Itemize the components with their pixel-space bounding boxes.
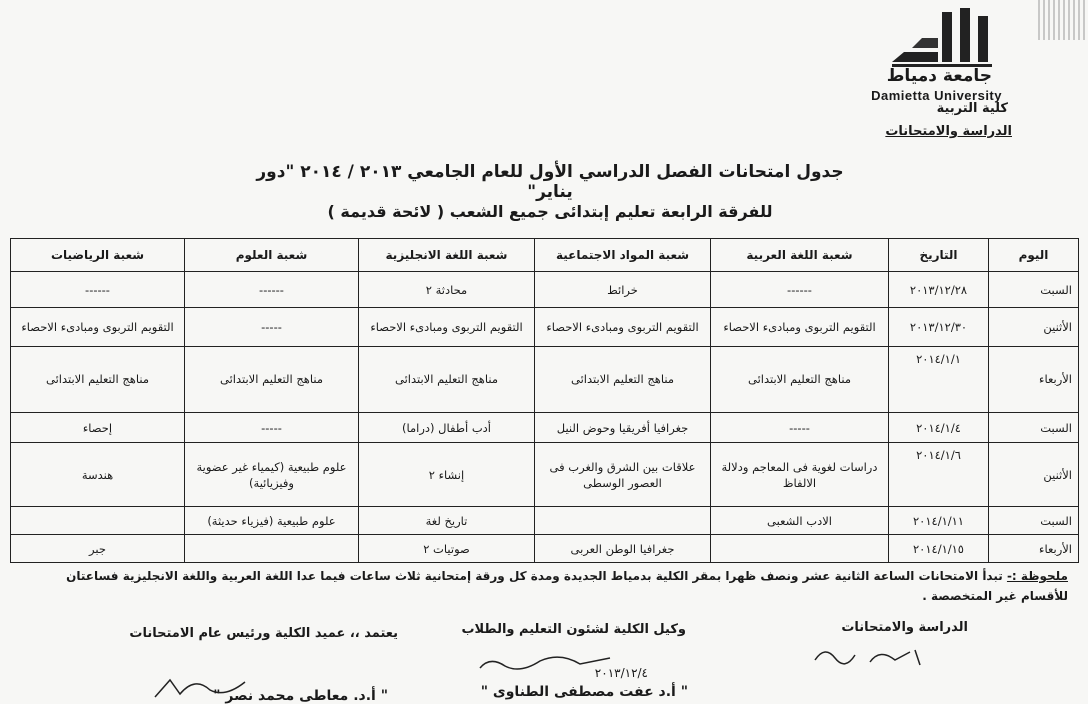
vice-dean-signature-icon	[470, 646, 620, 676]
university-logo	[862, 8, 1032, 103]
header-date: التاريخ	[889, 239, 989, 272]
cell-date: ٢٠١٤/١/١٥	[889, 535, 989, 563]
header-social: شعبة المواد الاجتماعية	[535, 239, 711, 272]
table-row	[11, 308, 1079, 347]
exam-schedule-table	[10, 238, 1079, 563]
cell-social	[535, 507, 711, 535]
vice-dean-name: " أ.د عفت مصطفى الطناوى "	[480, 684, 688, 700]
cell-date: ٢٠١٤/١/٦	[889, 443, 989, 507]
dean-signature-icon	[150, 672, 260, 702]
faculty-name: كلية التربية	[936, 101, 1008, 116]
cell-math: إحصاء	[11, 413, 185, 443]
cell-arabic: مناهج التعليم الابتدائى	[711, 346, 889, 412]
cell-date: ٢٠١٤/١/٤	[889, 413, 989, 443]
vice-dean-title: وكيل الكلية لشئون التعليم والطلاب	[461, 622, 686, 637]
header-science: شعبة العلوم	[185, 239, 359, 272]
cell-english: تاريخ لغة	[359, 507, 535, 535]
signature-date-stamp: ٢٠١٣/١٢/٤	[594, 666, 648, 680]
cell-science: -----	[185, 308, 359, 347]
cell-arabic: ------	[711, 272, 889, 308]
cell-social: جغرافيا أفريقيا وحوض النيل	[535, 413, 711, 443]
table-row	[11, 507, 1079, 535]
cell-math	[11, 507, 185, 535]
cell-arabic: -----	[711, 413, 889, 443]
exam-note	[20, 566, 1068, 606]
table-header-row	[11, 239, 1079, 272]
page-subtitle: للفرقة الرابعة تعليم إبتدائى جميع الشعب ( لائحة قديمة )	[327, 202, 773, 221]
page-title: جدول امتحانات الفصل الدراسي الأول للعام الجامعي ٢٠١٣ / ٢٠١٤ "دور يناير"	[256, 162, 844, 202]
cell-day: السبت	[989, 413, 1079, 443]
exams-office-title: الدراسة والامتحانات	[841, 620, 968, 635]
department-name: الدراسة والامتحانات	[885, 124, 1012, 139]
cell-science: علوم طبيعية (كيمياء غير عضوية وفيزيائية)	[185, 443, 359, 507]
cell-date: ٢٠١٤/١/١١	[889, 507, 989, 535]
cell-day: الأربعاء	[989, 535, 1079, 563]
cell-arabic: التقويم التربوى ومبادىء الاحصاء	[711, 308, 889, 347]
header-arabic: شعبة اللغة العربية	[711, 239, 889, 272]
cell-arabic: دراسات لغوية فى المعاجم ودلالة الالفاظ	[711, 443, 889, 507]
cell-english: محادثة ٢	[359, 272, 535, 308]
cell-english: التقويم التربوى ومبادىء الاحصاء	[359, 308, 535, 347]
dean-name: " أ.د. معاطى محمد نصر "	[213, 688, 388, 704]
table-row	[11, 443, 1079, 507]
cell-social: جغرافيا الوطن العربى	[535, 535, 711, 563]
cell-arabic: الادب الشعبى	[711, 507, 889, 535]
cell-day: الأثنين	[989, 443, 1079, 507]
cell-english: صوتيات ٢	[359, 535, 535, 563]
note-text: تبدأ الامتحانات الساعة الثانية عشر ونصف ظهرا بمقر الكلية بدمياط الجديدة ومدة كل ورقة إمتحانية ثلاث ساعات فيما عدا اللغة العربية واللغة الانجليزية فساعتان للأقسام غير المتخصصة .	[66, 569, 1068, 603]
cell-math: مناهج التعليم الابتدائى	[11, 346, 185, 412]
cell-science	[185, 535, 359, 563]
table-row	[11, 535, 1079, 563]
cell-day: الأربعاء	[989, 346, 1079, 412]
cell-day: السبت	[989, 272, 1079, 308]
cell-science: ------	[185, 272, 359, 308]
table-row	[11, 413, 1079, 443]
header-math: شعبة الرياضيات	[11, 239, 185, 272]
cell-science: علوم طبيعية (فيزياء حديثة)	[185, 507, 359, 535]
exams-office-signature-icon	[810, 640, 930, 670]
cell-english: أدب أطفال (دراما)	[359, 413, 535, 443]
cell-math: جبر	[11, 535, 185, 563]
cell-math: ------	[11, 272, 185, 308]
table-row	[11, 346, 1079, 412]
note-label: ملحوظة :-	[1006, 569, 1068, 583]
cell-social: التقويم التربوى ومبادىء الاحصاء	[535, 308, 711, 347]
cell-arabic	[711, 535, 889, 563]
cell-science: -----	[185, 413, 359, 443]
university-name-ar: جامعة دمياط	[886, 66, 992, 86]
cell-social: مناهج التعليم الابتدائى	[535, 346, 711, 412]
cell-social: خرائط	[535, 272, 711, 308]
dean-approval-title: يعتمد ،، عميد الكلية ورئيس عام الامتحانات	[129, 626, 398, 641]
university-emblem-icon	[882, 8, 1012, 70]
cell-math: هندسة	[11, 443, 185, 507]
cell-day: الأثنين	[989, 308, 1079, 347]
header-day: اليوم	[989, 239, 1079, 272]
cell-english: مناهج التعليم الابتدائى	[359, 346, 535, 412]
university-name-en: Damietta University	[871, 88, 1002, 103]
cell-math: التقويم التربوى ومبادىء الاحصاء	[11, 308, 185, 347]
cell-social: علاقات بين الشرق والغرب فى العصور الوسطى	[535, 443, 711, 507]
cell-science: مناهج التعليم الابتدائى	[185, 346, 359, 412]
cell-date: ٢٠١٣/١٢/٣٠	[889, 308, 989, 347]
cell-day: السبت	[989, 507, 1079, 535]
table-row	[11, 272, 1079, 308]
cell-english: إنشاء ٢	[359, 443, 535, 507]
header-english: شعبة اللغة الانجليزية	[359, 239, 535, 272]
corner-stamp	[1038, 0, 1088, 40]
cell-date: ٢٠١٣/١٢/٢٨	[889, 272, 989, 308]
cell-date: ٢٠١٤/١/١	[889, 346, 989, 412]
